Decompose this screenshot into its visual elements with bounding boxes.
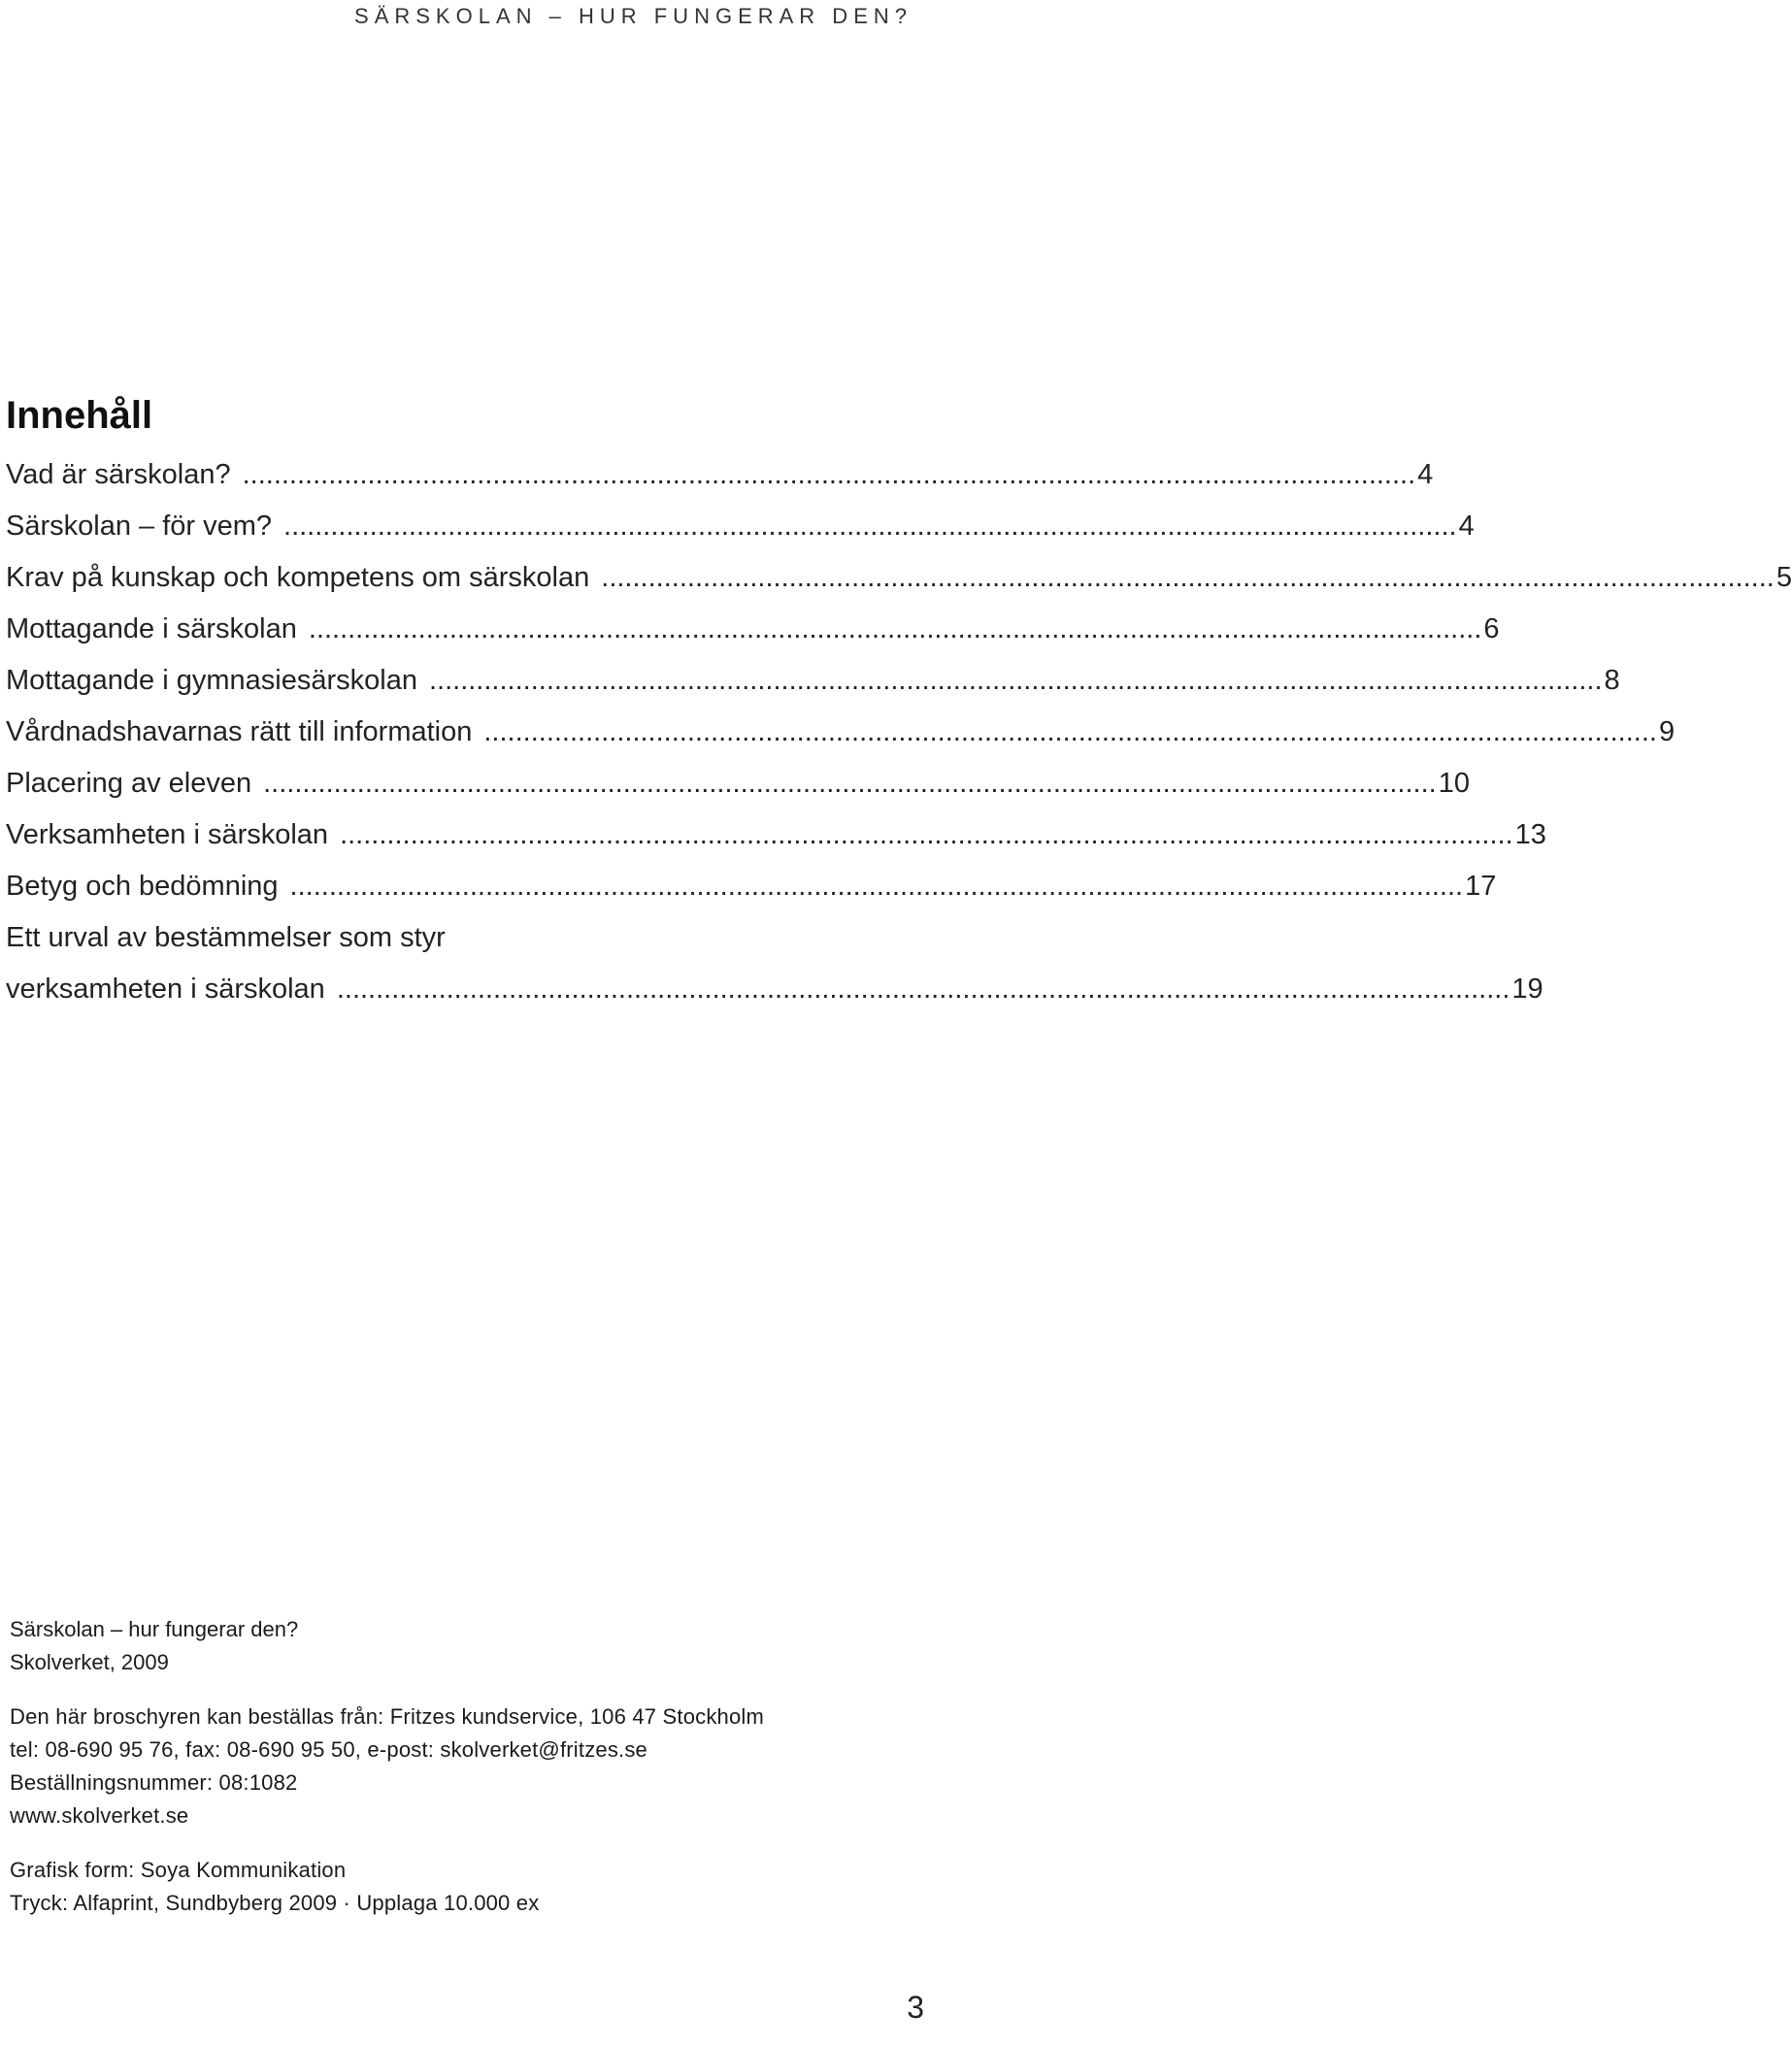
toc-entry[interactable]	[6, 611, 1500, 648]
toc-leader-dots: ......................................................................................................................................................	[483, 716, 1657, 747]
ordering-line: Den här broschyren kan beställas från: Fritzes kundservice, 106 47 Stockholm	[10, 1704, 765, 1729]
running-header: SÄRSKOLAN – HUR FUNGERAR DEN?	[354, 4, 913, 28]
toc-entry[interactable]	[6, 508, 1475, 545]
toc-leader-dots: ......................................................................................................................................................	[289, 871, 1464, 902]
toc-entry-title: Särskolan – för vem?	[6, 511, 273, 542]
toc-entry-page: 4	[1458, 511, 1475, 542]
toc-entry[interactable]	[6, 868, 1497, 906]
toc-entry-title-line2: verksamheten i särskolan	[6, 974, 325, 1005]
credits	[10, 1854, 922, 1920]
toc-leader-dots: ......................................................................................................................................................	[601, 562, 1775, 593]
toc-leader-dots: ......................................................................................................................................................	[263, 768, 1437, 799]
toc-entry[interactable]	[6, 816, 1546, 854]
toc-entry[interactable]	[6, 456, 1434, 494]
toc-entry-title: Placering av eleven	[6, 768, 252, 799]
toc-entry[interactable]	[6, 919, 1543, 1008]
toc-leader-dots: ......................................................................................................................................................	[283, 511, 1457, 542]
toc-leader-dots: ......................................................................................................................................................	[336, 974, 1510, 1005]
toc-entry-page: 13	[1514, 819, 1546, 850]
toc-entry-title: Vad är särskolan?	[6, 459, 231, 490]
toc-entry-page: 17	[1465, 871, 1497, 902]
toc-entry-page: 5	[1775, 562, 1792, 593]
toc-leader-dots: ......................................................................................................................................................	[308, 613, 1482, 644]
toc-entry-page: 6	[1483, 613, 1500, 644]
page-number: 3	[907, 1990, 924, 2025]
contact-line[interactable]: tel: 08-690 95 76, fax: 08-690 95 50, e-post: skolverket@fritzes.se	[10, 1737, 647, 1762]
toc-entry-title: Krav på kunskap och kompetens om särskolan	[6, 562, 590, 593]
toc-entry-title: Vårdnadshavarnas rätt till information	[6, 716, 473, 747]
ordering-info	[10, 1700, 922, 1832]
toc-entry[interactable]	[6, 662, 1620, 700]
print-credit: Tryck: Alfaprint, Sundbyberg 2009 · Upplaga 10.000 ex	[10, 1891, 540, 1915]
toc-leader-dots: ......................................................................................................................................................	[242, 459, 1416, 490]
toc-entry-title: Mottagande i gymnasiesärskolan	[6, 665, 417, 696]
toc-entry-title: Mottagande i särskolan	[6, 613, 297, 644]
website-link[interactable]: www.skolverket.se	[10, 1803, 189, 1828]
publication-title: Särskolan – hur fungerar den?	[10, 1617, 299, 1641]
toc-entry-page: 4	[1417, 459, 1434, 490]
toc-entry[interactable]	[6, 713, 1676, 751]
toc-entry-title: Betyg och bedömning	[6, 871, 279, 902]
toc-title: Innehåll	[6, 394, 153, 437]
toc-entry-page: 10	[1438, 768, 1470, 799]
toc-leader-dots: ......................................................................................................................................................	[428, 665, 1603, 696]
publisher-year: Skolverket, 2009	[10, 1650, 169, 1674]
toc-leader-dots: ......................................................................................................................................................	[340, 819, 1513, 850]
table-of-contents	[6, 456, 1792, 1008]
toc-entry[interactable]	[6, 765, 1470, 803]
order-number: Beställningsnummer: 08:1082	[10, 1770, 298, 1795]
toc-entry-page: 8	[1604, 665, 1620, 696]
toc-entry-title: Verksamheten i särskolan	[6, 819, 329, 850]
design-credit: Grafisk form: Soya Kommunikation	[10, 1858, 347, 1882]
toc-entry-title-line1: Ett urval av bestämmelser som styr	[6, 922, 446, 953]
colophon	[10, 1613, 922, 1920]
toc-entry-page: 9	[1658, 716, 1676, 747]
toc-entry-page: 19	[1511, 974, 1543, 1005]
toc-entry[interactable]	[6, 559, 1792, 597]
